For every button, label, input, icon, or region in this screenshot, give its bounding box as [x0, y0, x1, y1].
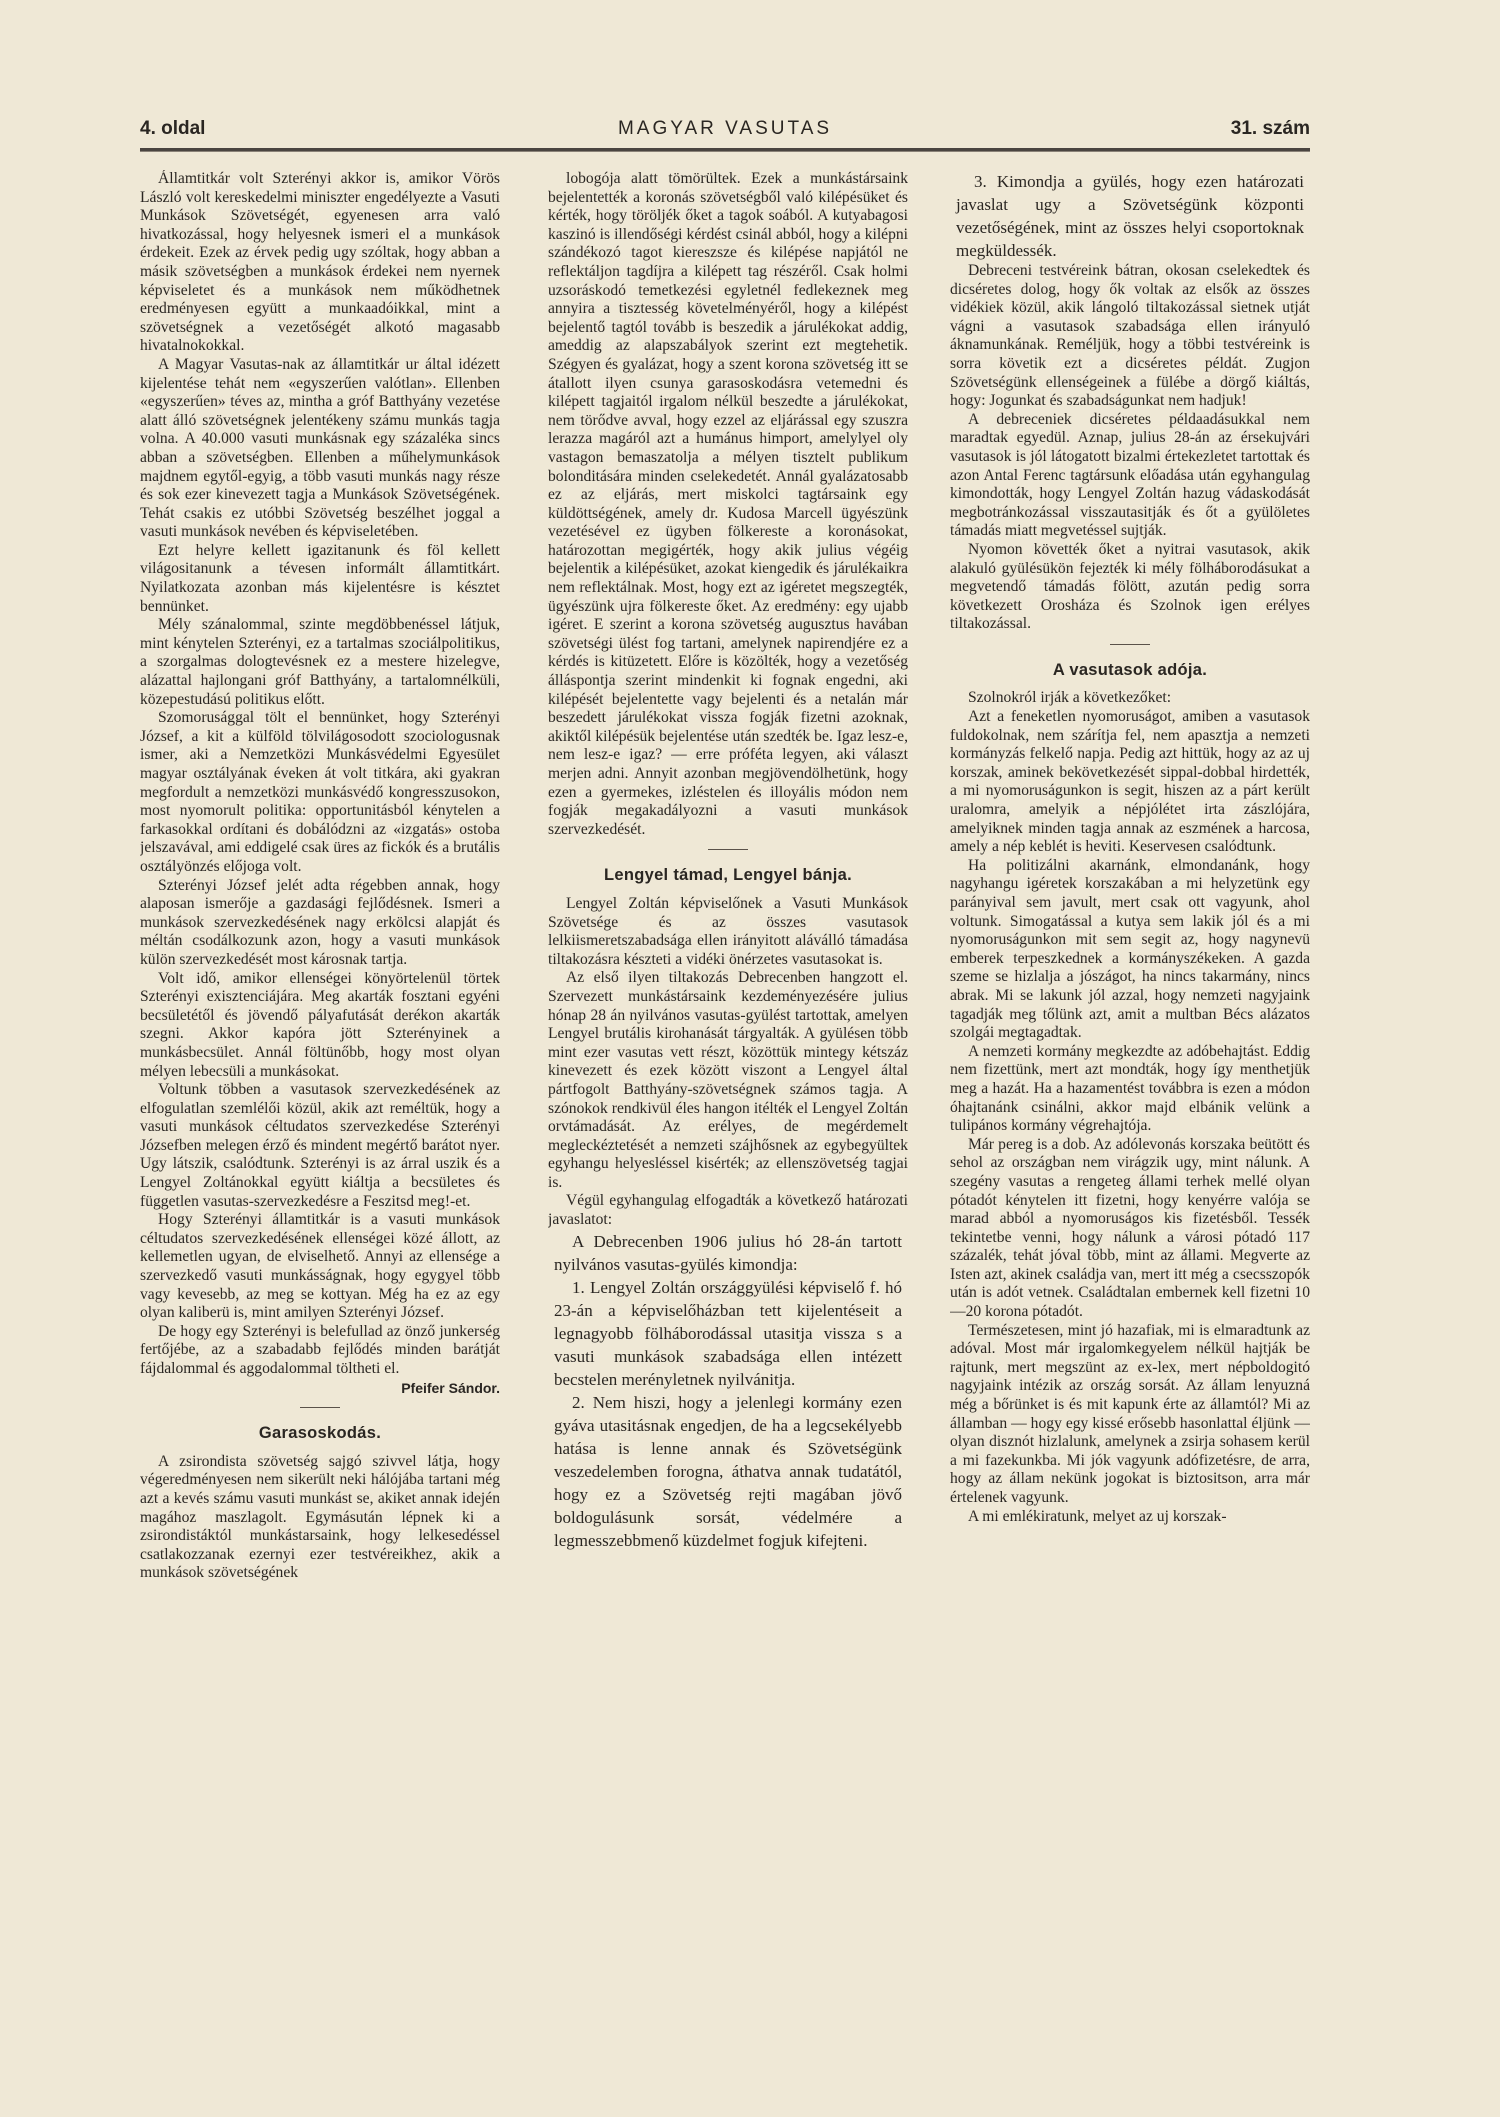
page-header [140, 118, 1310, 148]
paragraph: Debreceni testvéreink bátran, okosan cselekedtek és dicséretes dolog, hogy ők voltak az elsők az összes vidékiek közül, akik lángoló tiltakozással sietnek utját vágni a vasutasok szabadsága ellen irányuló áknamunkának. Reméljük, hogy a többi testvéreink is sorra követik ezt a dicséretes példát. Zugjon Szövetségünk ellenségeinek a fülébe a dörgő kiáltás, hogy: Jogunkat és szabadságunkat nem hadjuk! [950, 262, 1310, 410]
paragraph: Ezt helyre kellett igazitanunk és föl kellett világositanunk a tévesen informált államtitkárt. Nyilatkozata azonban más kijelentésre is késztet bennünket. [140, 541, 500, 615]
resolution-intro: A Debrecenben 1906 julius hó 28-án tartott nyilvános vasutas-gyülés kimondja: [554, 1231, 902, 1274]
paragraph: Hogy Szterényi államtitkár is a vasuti munkások céltudatos szervezkedésének ellenségei közé állott, az kellemetlen ugyan, de elviselhető. Annyi az ellensége a szervezkedő vasuti munkásságnak, hogy egygyel több vagy kevesebb, az meg se kottyan. Még ha ez az egy olyan kaliberü is, mint amilyen Szterényi József. [140, 1211, 500, 1322]
paragraph: Lengyel Zoltán képviselőnek a Vasuti Munkások Szövetsége és az összes vasutasok lelkiismeretszabadsága ellen irányitott aláválló támadása tiltakozásra készteti a vidéki önérzetes vasutasokat is. [548, 894, 908, 968]
resolution-item-2: 2. Nem hiszi, hogy a jelenlegi kormány ezen gyáva utasitásnak engedjen, de ha a legcsekélyebb hatása is lenne annak és Szövetségünk veszedelemben forogna, áthatva annak tudatától, hogy ez a Szövetség rejti magában jövő boldogulásunk sorsát, védelmére a legmesszebbmenő küzdelmet fogjuk kifejteni. [554, 1392, 902, 1550]
paragraph: Szolnokról irják a következőket: [968, 689, 1172, 707]
paragraph: A zsirondista szövetség sajgó szivvel látja, hogy végeredményesen nem sikerült neki hálójába tartani még azt a kevés számu vasuti munkást se, akiket annak idején magához maszlagolt. Egymásután lépnek ki a zsirondistáktól munkástarsaink, hogy lelkesedéssel csatlakozzanak ezernyi ezer testvéreikhez, akik a munkások szövetségének [140, 1452, 500, 1582]
paragraph: Az első ilyen tiltakozás Debrecenben hangzott el. Szervezett munkástársaink kezdeményezésére julius hónap 28 án nyilvános vasutas-gyülést tartottak, amelyen Lengyel brutális kirohanását tárgyalták. A gyülésen több mint ezer vasutas vett részt, közöttük mintegy kétszáz kinevezett és ezek között viszont a Lengyel által pártfogolt Batthyány-szövetségnek számos tagja. A szónokok rendkivül éles hangon itélték el Lengyel Zoltán orvtámadását. Az erélyes, de megérdemelt megleckéztetését a nemzeti szájhősnek az egybegyültek egyhangu helyesléssel kisérték; az ellenszövetség tagjai is. [548, 969, 908, 1191]
paragraph: Azt a feneketlen nyomoruságot, amiben a vasutasok fuldokolnak, nem szárítja fel, nem apasztja a nemzeti kormányzás felkelő napja. Pedig azt hittük, hogy az az uj korszak, aminek bekövetkezését sippal-dobbal hirdették, a mi nyomoruságunkon is segit, hiszen az a párt került uralomra, amelyik a népjólétet irta zászlójára, amelyiknek minden tagja annak az eszmének a harcosa, amely a nép keblét is heviti. Keservesen csalódtunk. [950, 708, 1310, 856]
paragraph: Természetesen, mint jó hazafiak, mi is elmaradtunk az adóval. Most már irgalomkegyelem nélkül hajtják be rajtunk, mert megszünt az ex-lex, mert népboldogitó nagyjaink intézik az ország sorsát. Az állam lenyuzná még a bőrünket is és mit kapunk érte az államtól? Mi az államban — hogy egy kissé erősebb hasonlattal éljünk — olyan disznót hizlalunk, amelynek a zsirja sohasem kerül a mi fazekunkba. Mi jók vagyunk adófizetésre, de arra, hogy az állam nekünk jogokat is biztositson, arra már értelenek vagyunk. [950, 1321, 1310, 1506]
author-signature: Pfeifer Sándor. [401, 1379, 500, 1396]
resolution-item-3: 3. Kimondja a gyülés, hogy ezen határozati javaslat ugy a Szövetségünk központi vezetőségének, mint az összes helyi csoportoknak megküldessék. [956, 172, 1304, 260]
column-2 [548, 170, 908, 2090]
masthead-title: MAGYAR VASUTAS [617, 118, 833, 139]
section-divider [1110, 644, 1150, 645]
paragraph: Államtitkár volt Szterényi akkor is, amikor Vörös László volt kereskedelmi miniszter engedélyezte a Vasuti Munkások Szövetségét, egyenesen arra való hivatkozással, hogy helyesnek ismeri el a munkások érdekeit. Ezek az érvek pedig ugy szóltak, hogy abban a másik szövetségben a munkások érdekei nem nyernek képviseletet és a munkások nem működhetnek eredményesen együtt a munkaadóikkal, mint a szövetségnek a vezetőségét alkotó magasabb hivatalnokokkal. [140, 170, 500, 355]
issue-number: 31. szám [1230, 118, 1310, 139]
paragraph: Volt idő, amikor ellenségei könyörtelenül törtek Szterényi exisztenciájára. Meg akarták fosztani egyéni becsületétől és jövendő pályafutását derékon akarták szegni. Akkor kapóra jött Szterényinek a munkásbecsület. Annál föltünőbb, hogy most olyan mélyen lebecsüli a munkásokat. [140, 969, 500, 1080]
paragraph: Mély szánalommal, szinte megdöbbenéssel látjuk, mint kénytelen Szterényi, ez a tartalmas szociálpolitikus, a szorgalmas dologtevésnek ez a mestere hizelegve, alázattal hajlongani gróf Batthyány, a tartalomnélküli, közepestudású politikus előtt. [140, 616, 500, 708]
paragraph: Nyomon követték őket a nyitrai vasutasok, akik alakuló gyülésükön fejezték ki mély fölháborodásukat a megvetendő támadás fölött, azután pedig sorra következett Orosháza és Szolnok igen erélyes tiltakozással. [950, 540, 1310, 633]
column-1 [140, 170, 500, 2090]
paragraph: Végül egyhangulag elfogadták a következő határozati javaslatot: [548, 1192, 908, 1229]
signature-line [140, 1379, 500, 1398]
paragraph: De hogy egy Szterényi is belefullad az önző junkerség fertőjébe, az a szabadabb fejlődés minden barátját fájdalommal és aggodalommal töltheti el. [140, 1322, 500, 1377]
headline-vasutasok-adoja: A vasutasok adója. [1052, 660, 1208, 679]
paragraph: Voltunk többen a vasutasok szervezkedésének az elfogulatlan szemlélői közül, akik azt reméltük, hogy a vasuti munkások céltudatos szervezkedése Szterényi Józsefben melegen érző és mindent megértő barátot nyer. Ugy látszik, csalódtunk. Szterényi is az árral uszik és a Lengyel Zoltánokkal együtt kiáltja a becsületes és független vasutas-szervezkedésre a Feszitsd meg!-et. [140, 1081, 500, 1210]
paragraph: A mi emlékiratunk, melyet az uj korszak- [968, 1507, 1227, 1525]
column-3 [950, 170, 1310, 2090]
section-divider [708, 849, 748, 850]
paragraph: A Magyar Vasutas-nak az államtitkár ur által idézett kijelentése tehát nem «egyszerűen valótlan». Ellenben «egyszerűen» téves az, mintha a gróf Batthyány vezetése alatt álló szövetségnek jelentékeny számu munkás tagja volna. A 40.000 vasuti munkásnak egy százaléka sincs abban a szövetségben. Ellenben a műhelymunkások majdnem egytől-egyig, a több vasuti munkás nagy része és sok ezer kinevezett tagja a Munkások Szövetségének. Tehát csakis ez utóbbi Szövetség beszélhet joggal a vasuti munkások nevében és képviseletében. [140, 355, 500, 541]
paragraph: A debreceniek dicséretes példaadásukkal nem maradtak egyedül. Aznap, julius 28-án az érsekujvári vasutasok is jól látogatott bizalmi értekezletet tartottak és azon Antal Ferenc tagtársunk előadása után egyhangulag kimondották, hogy Lengyel Zoltán hazug vádaskodását megbotránkozással visszautasitják és őt a gyülöletes támadás miatt megvetéssel sujtják. [950, 410, 1310, 540]
headline-lengyel: Lengyel támad, Lengyel bánja. [603, 866, 852, 885]
section-divider [300, 1407, 340, 1408]
headline-garasoskodas: Garasoskodás. [258, 1424, 382, 1443]
header-rule [140, 148, 1310, 152]
paragraph: Ha politizálni akarnánk, elmondanánk, hogy nagyhangu igéretek korszakában a mi helyzetünk egy parányival sem javult, mert csak ott vagyunk, ahol voltunk. Simogatással a kutya sem lakik jól és a mi nyomoruságunkon mit sem segit az, hogy nagynevü emberek terpeszkednek a kormányszékeken. A gazda szeme se hizlalja a jószágot, ha nincs takarmány, nincs abrak. Mi se lakunk jól azzal, hogy nemzeti nagyjaink tagadják meg tőlünk azt, amit a multban Bécs alázatos szolgái megtagadtak. [950, 856, 1310, 1042]
paragraph: Szomorusággal tölt el bennünket, hogy Szterényi József, a kit a külföld tölvilágosodott szociologusnak ismer, aki a Nemzetközi Munkásvédelmi Egyesület magyar osztályának éveken át volt titkára, aki gyakran megfordult a nemzetközi munkásvédő kongresszusokon, most nyomorult politika: opportunitásból kénytelen a farkasokkal ordítani és dobálódzni az «izgatás» ostoba jelszavával, ami eddigelé csak üres az fickók és a brutális osztályönzés előjoga volt. [140, 709, 500, 875]
paragraph: Már pereg is a dob. Az adólevonás korszaka beütött és sehol az országban nem virágzik ugy, mint nálunk. A szegény vasutas a rengeteg állami terhek mellé olyan pótadót kénytelen itt fizetni, hogy kenyérre valója se marad abból a nyomoruságos kis fizetésből. Tessék tekintetbe venni, hogy nálunk a városi pótadó 117 százalék, tehát jóval több, mint az állami. Megverte az Isten azt, akinek családja van, mert itt még a csecsszopók után is adót vetnek. Családtalan embernek kell fizetni 10—20 korona pótadót. [950, 1135, 1310, 1321]
page-number: 4. oldal [140, 118, 206, 139]
paragraph: A nemzeti kormány megkezdte az adóbehajtást. Eddig nem fizettünk, mert azt mondták, hogy így menthetjük meg a hazát. Ha a hazamentést továbbra is ezen a módon óhajtanánk csinálni, akkor majd elbánik velünk a tulipános kormány végrehajtója. [950, 1042, 1310, 1135]
paragraph: lobogója alatt tömörültek. Ezek a munkástársaink bejelentették a koronás szövetségből való kilépésüket és kérték, hogy töröljék őket a tagok soából. A kutyabagosi kaszinó is illendőségi kérdést csinál abból, hogy a kilépni szándékozó tagot kiereszsze és kilépése napjától ne reflektáljon tagdíjra a kilépett tag részéről. Csak holmi uzsoráskodó temetkezési egyletnél fedlekeznek meg annyira a tisztesség követelményéről, hogy a kilépést bejelentő tagtól tovább is beszedik a járulékokat addig, ameddig az alapszabályok szerint ezt megtehetik. Szégyen és gyalázat, hogy a szent korona szövetség itt se átallott ilyen csunya garasoskodásra vetemedni és kilépett tagjaitól irgalom nélkül beszedte a járulékokat, nem törődve avval, hogy ezzel az eljárással egy szuszra lerazza magáról azt a humánus himport, amelylyel oly vastagon bemaszatolja a mélyen tisztelt publikum bolonditására minden cselekedetét. Annál gyalázatosabb ez az eljárás, mert miskolci tagtársaink egy küldöttségének, amely dr. Kudosa Marcell ügyészünk vezetésével ez ügyben fölkereste a koronásokat, határozottan megigérték, hogy akik julius végéig bejelentik a kilépésüket, azokat kiengedik és járulékaikra nem reflektálnak. Most, hogy ezt az igéretet megszegték, ügyészünk ujra fölkereste őket. Az eredmény: egy ujabb igéret. E szerint a korona szövetség augusztus havában szövetségi ülést fog tartani, amelynek napirendjére ez a kérdés is kitüzetett. Előre is közölték, hogy a vezetőség álláspontja szerint mindenkit ki fognak engedni, aki kilépését bejelentette vagy bejelenti és a netalán már beszedett járulékokat vissza fogják fizetni azoknak, akiktől kilépésük bejelentése után szedték be. Igaz lesz-e, nem lesz-e igaz? — erre próféta legyen, aki választ merjen adni. Annyit azonban megjövendölhetünk, hogy ezen a gyermekes, izléstelen és illoyális módon nem fogják megakadályozni a vasuti munkások szervezkedését. [548, 170, 908, 838]
paragraph: Szterényi József jelét adta régebben annak, hogy alaposan ismerője a gazdasági fejlődésnek. Ismeri a munkások szervezkedésének nagy erkölcsi alapját és méltán csodálkozunk azon, hogy a vasuti munkások külön szervezkedését most károsnak tartja. [140, 876, 500, 968]
resolution-item-1: 1. Lengyel Zoltán országgyülési képviselő f. hó 23-án a képviselőházban tett kijelentéseit a legnagyobb fölháborodással utasitja vissza s a vasuti munkások szabadsága ellen intézett becstelen merényletnek nyilvánitja. [554, 1277, 902, 1389]
